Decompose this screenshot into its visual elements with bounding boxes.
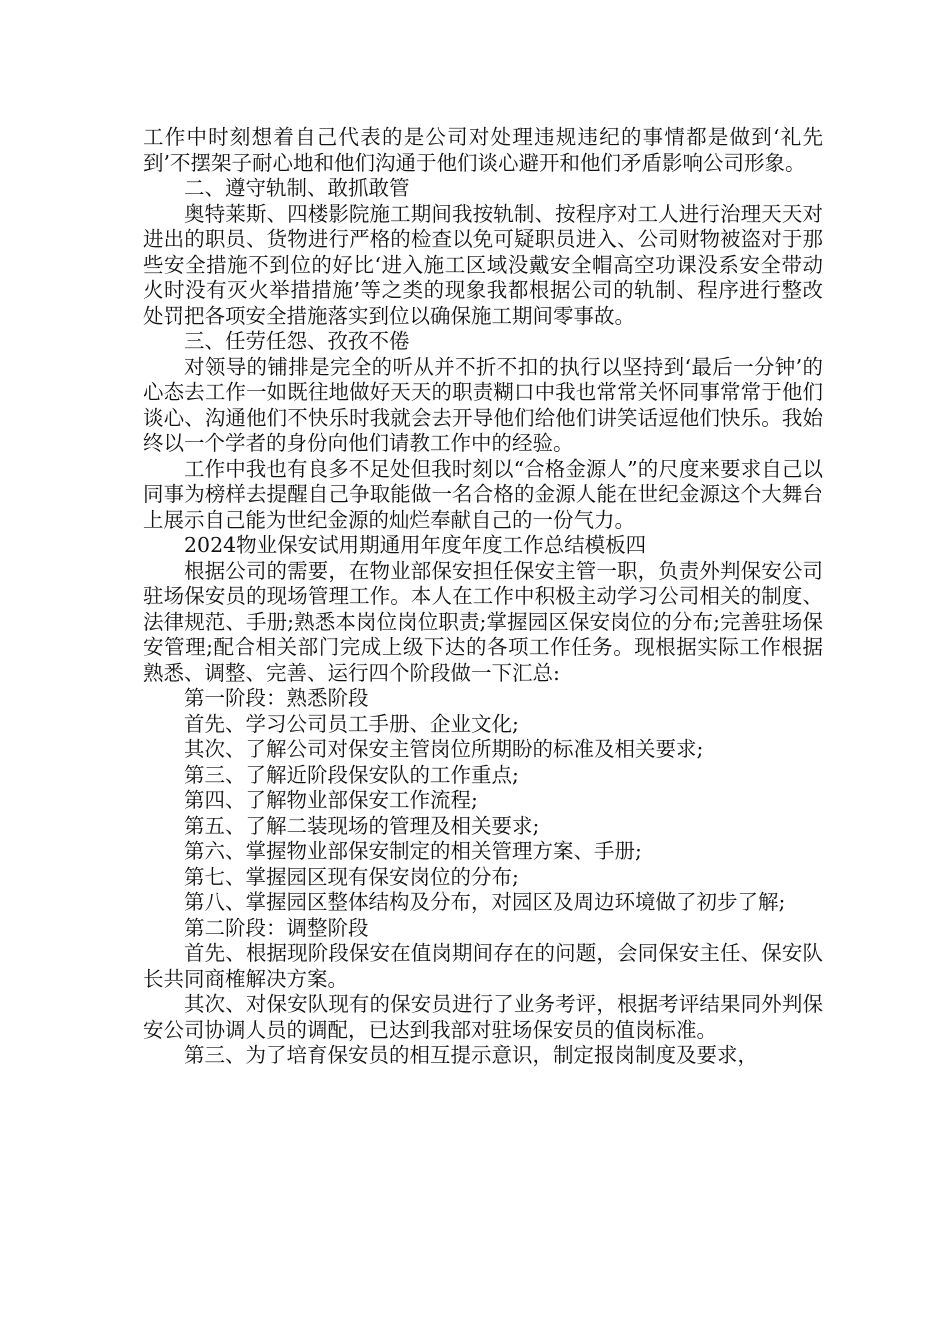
list-item: 第八、掌握园区整体结构及分布，对园区及周边环境做了初步了解; xyxy=(184,890,786,914)
paragraph-continuation: 工作中时刻想着自己代表的是公司对处理违规违纪的事情都是做到‘礼先到’不摆架子耐心地和他们沟通于他们谈心避开和他们矛盾影响公司形象。 xyxy=(143,125,823,175)
section-heading-2: 二、遵守轨制、敢抓敢管 xyxy=(184,176,410,200)
stage-heading-1: 第一阶段：熟悉阶段 xyxy=(184,686,369,710)
template-title: 2024物业保安试用期通用年度年度工作总结模板四 xyxy=(184,533,647,557)
document-body xyxy=(143,125,823,1069)
list-item: 第四、了解物业部保安工作流程; xyxy=(184,788,478,812)
list-item: 第七、掌握园区现有保安岗位的分布; xyxy=(184,864,519,889)
paragraph: 工作中我也有良多不足处但我时刻以“合格金源人”的尺度来要求自己以同事为榜样去提醒自己争取能做一名合格的金源人能在世纪金源这个大舞台上展示自己能为世纪金源的灿烂奉献自己的一份气力。 xyxy=(143,456,823,532)
list-item: 首先、根据现阶段保安在值岗期间存在的问题，会同保安主任、保安队长共同商榷解决方案。 xyxy=(143,941,823,991)
paragraph: 根据公司的需要，在物业部保安担任保安主管一职，负责外判保安公司驻场保安员的现场管理工作。本人在工作中积极主动学习公司相关的制度、法律规范、手册;熟悉本岗位岗位职责;掌握园区保安岗位的分布;完善驻场保安管理;配合相关部门完成上级下达的各项工作任务。现根据实际工作根据熟悉、调整、完善、运行四个阶段做一下汇总: xyxy=(143,558,823,685)
stage-heading-2: 第二阶段：调整阶段 xyxy=(184,915,369,940)
list-item: 其次、了解公司对保安主管岗位所期盼的标准及相关要求; xyxy=(184,737,704,761)
list-item: 第五、了解二装现场的管理及相关要求; xyxy=(184,813,540,838)
section-heading-3: 三、任劳任怨、孜孜不倦 xyxy=(184,329,410,353)
list-item: 首先、学习公司员工手册、企业文化; xyxy=(184,711,519,736)
paragraph: 对领导的铺排是完全的听从并不折不扣的执行以坚持到‘最后一分钟’的心态去工作一如既往地做好天天的职责糊口中我也常常关怀同事常常于他们谈心、沟通他们不快乐时我就会去开导他们给他们讲笑话逗他们快乐。我始终以一个学者的身份向他们请教工作中的经验。 xyxy=(143,354,823,455)
list-item: 第六、掌握物业部保安制定的相关管理方案、手册; xyxy=(184,839,642,863)
list-item: 其次、对保安队现有的保安员进行了业务考评，根据考评结果同外判保安公司协调人员的调配，已达到我部对驻场保安员的值岗标准。 xyxy=(143,992,823,1042)
paragraph: 奥特莱斯、四楼影院施工期间我按轨制、按程序对工人进行治理天天对进出的职员、货物进行严格的检查以免可疑职员进入、公司财物被盗对于那些安全措施不到位的好比‘进入施工区域没戴安全帽高空功课没系安全带动火时没有灭火举措措施’等之类的现象我都根据公司的轨制、程序进行整改处罚把各项安全措施落实到位以确保施工期间零事故。 xyxy=(143,201,823,328)
list-item: 第三、了解近阶段保安队的工作重点; xyxy=(184,762,519,787)
list-item: 第三、为了培育保安员的相互提示意识，制定报岗制度及要求， xyxy=(184,1043,758,1067)
